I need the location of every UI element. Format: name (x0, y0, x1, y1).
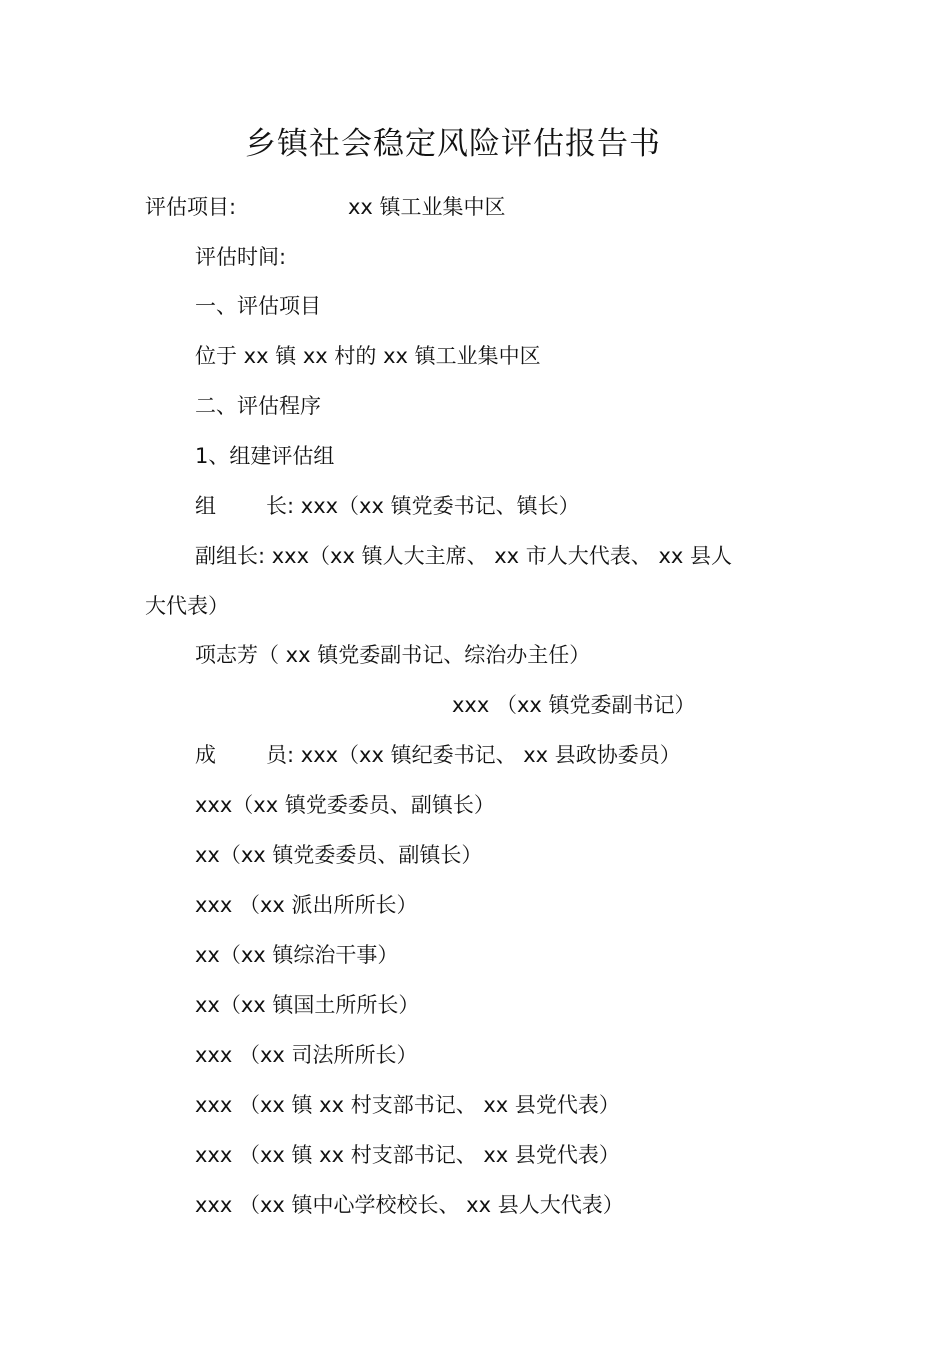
member-label-part1: 成 (195, 743, 216, 767)
evaluation-item-value: xx 镇工业集中区 (348, 195, 506, 219)
list-item: xxx （xx 镇 xx 村支部书记、 xx 县党代表） (195, 1093, 620, 1117)
list-item: xxx （xx 司法所所长） (195, 1043, 418, 1067)
deputy-2: 项志芳（ xx 镇党委副书记、综治办主任） (195, 643, 591, 667)
list-item: xx（xx 镇综治干事） (195, 943, 399, 967)
list-item: xxx （xx 镇中心学校校长、 xx 县人大代表） (195, 1193, 624, 1217)
member-row (195, 740, 681, 770)
deputy-3: xxx （xx 镇党委副书记） (452, 693, 696, 717)
member-value: xxx（xx 镇纪委书记、 xx 县政协委员） (300, 743, 681, 767)
document-title: 乡镇社会稳定风险评估报告书 (245, 126, 661, 162)
list-item: xxx （xx 镇 xx 村支部书记、 xx 县党代表） (195, 1143, 620, 1167)
leader-label-part1: 组 (195, 494, 216, 518)
subsection-1-heading: 1、组建评估组 (195, 444, 335, 468)
evaluation-item-label: 评估项目: (145, 195, 237, 219)
deputy-line-2: 大代表） (145, 594, 229, 618)
deputy-line-1: 副组长: xxx（xx 镇人大主席、 xx 市人大代表、 xx 县人 (195, 544, 732, 568)
section-2-heading: 二、评估程序 (195, 394, 321, 418)
evaluation-time-label: 评估时间: (195, 245, 287, 269)
section-1-heading: 一、评估项目 (195, 294, 321, 318)
list-item: xx（xx 镇国土所所长） (195, 993, 420, 1017)
list-item: xxx （xx 派出所所长） (195, 893, 418, 917)
list-item: xxx（xx 镇党委委员、副镇长） (195, 793, 495, 817)
leader-value: xxx（xx 镇党委书记、镇长） (300, 494, 580, 518)
section-1-text: 位于 xx 镇 xx 村的 xx 镇工业集中区 (195, 344, 541, 368)
leader-label-part2: 长: (266, 494, 295, 518)
evaluation-item-row (145, 192, 845, 222)
leader-row (195, 491, 580, 521)
list-item: xx（xx 镇党委委员、副镇长） (195, 843, 483, 867)
member-label-part2: 员: (266, 743, 295, 767)
